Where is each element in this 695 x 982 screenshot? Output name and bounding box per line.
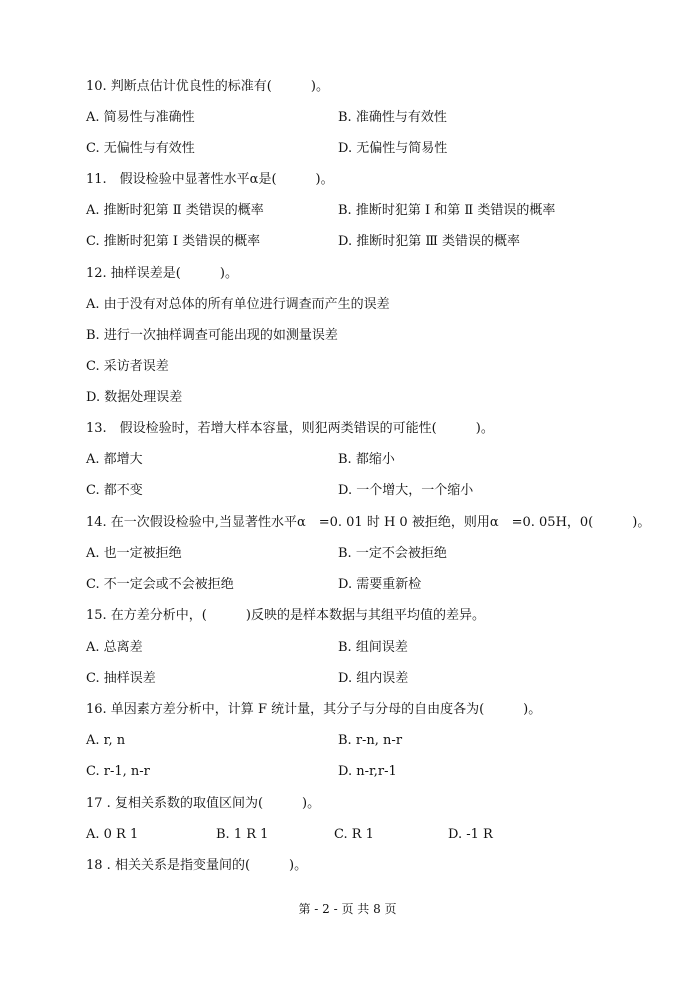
question-14-options-row-1 (86, 544, 646, 564)
question-10-option-a: A. 简易性与准确性 (86, 110, 195, 125)
page-footer: 第 - 2 - 页 共 8 页 (298, 902, 397, 916)
question-13-option-b: B. 都缩小 (338, 452, 395, 467)
question-14-option-a: A. 也一定被拒绝 (86, 546, 182, 561)
question-14-option-b: B. 一定不会被拒绝 (338, 546, 447, 561)
question-16-option-d: D. n-r,r-1 (338, 764, 397, 779)
question-14-option-d: D. 需要重新检 (338, 577, 422, 592)
question-11-option-a: A. 推断时犯第 Ⅱ 类错误的概率 (86, 203, 264, 218)
question-16-option-b: B. r-n, n-r (338, 733, 403, 748)
question-15-option-d: D. 组内误差 (338, 671, 409, 686)
question-10-option-b: B. 准确性与有效性 (338, 110, 447, 125)
question-15-stem: 15. 在方差分析中，( )反映的是样本数据与其组平均值的差异。 (86, 608, 485, 623)
question-10-options-row-2 (86, 139, 646, 159)
question-12-option-a: A. 由于没有对总体的所有单位进行调查而产生的误差 (86, 297, 390, 312)
question-17-stem: 17 . 复相关系数的取值区间为( )。 (86, 796, 321, 811)
question-15-option-a: A. 总离差 (86, 640, 143, 655)
question-16-option-a: A. r, n (86, 733, 126, 748)
question-16-stem: 16. 单因素方差分析中，计算 F 统计量，其分子与分母的自由度各为( )。 (86, 702, 542, 717)
question-13-option-d: D. 一个增大，一个缩小 (338, 483, 474, 498)
question-15-options-row-2 (86, 669, 646, 689)
question-15-option-c: C. 抽样误差 (86, 671, 156, 686)
question-17-option-d: D. -1 R (448, 827, 493, 842)
question-17-option-c: C. R 1 (334, 827, 374, 842)
question-15-option-b: B. 组间误差 (338, 640, 408, 655)
question-14-option-c: C. 不一定会或不会被拒绝 (86, 577, 234, 592)
question-11-option-d: D. 推断时犯第 Ⅲ 类错误的概率 (338, 234, 521, 249)
question-17-option-b: B. 1 R 1 (216, 827, 269, 842)
question-12-option-c: C. 采访者误差 (86, 359, 169, 374)
question-16-option-c: C. r-1, n-r (86, 764, 150, 779)
question-13-options-row-1 (86, 450, 646, 470)
question-12-option-b: B. 进行一次抽样调查可能出现的如测量误差 (86, 328, 338, 343)
question-13-option-c: C. 都不变 (86, 483, 143, 498)
question-18-stem: 18 . 相关关系是指变量间的( )。 (86, 858, 308, 873)
question-13-option-a: A. 都增大 (86, 452, 143, 467)
question-10-options-row-1 (86, 108, 646, 128)
question-13-options-row-2 (86, 481, 646, 501)
question-12-stem: 12. 抽样误差是( )。 (86, 266, 238, 281)
question-11-option-b: B. 推断时犯第 Ⅰ 和第 Ⅱ 类错误的概率 (338, 203, 556, 218)
question-14-stem: 14. 在一次假设检验中,当显著性水平α =0. 01 时 H 0 被拒绝，则用α =0. 05H，0( )。 (86, 515, 651, 530)
question-16-options-row-2 (86, 762, 646, 782)
question-11-options-row-2 (86, 232, 646, 252)
question-10-option-c: C. 无偏性与有效性 (86, 141, 195, 156)
question-16-options-row-1 (86, 731, 646, 751)
question-17-option-a: A. 0 R 1 (86, 827, 139, 842)
question-10-option-d: D. 无偏性与简易性 (338, 141, 448, 156)
question-10-stem: 10. 判断点估计优良性的标准有( )。 (86, 79, 329, 94)
question-17-options-row (86, 825, 646, 845)
question-11-options-row-1 (86, 201, 646, 221)
question-11-option-c: C. 推断时犯第 Ⅰ 类错误的概率 (86, 234, 261, 249)
question-12-option-d: D. 数据处理误差 (86, 390, 183, 405)
question-11-stem: 11. 假设检验中显著性水平α是( )。 (86, 172, 334, 187)
question-13-stem: 13. 假设检验时，若增大样本容量，则犯两类错误的可能性( )。 (86, 421, 494, 436)
question-14-options-row-2 (86, 575, 646, 595)
question-15-options-row-1 (86, 638, 646, 658)
